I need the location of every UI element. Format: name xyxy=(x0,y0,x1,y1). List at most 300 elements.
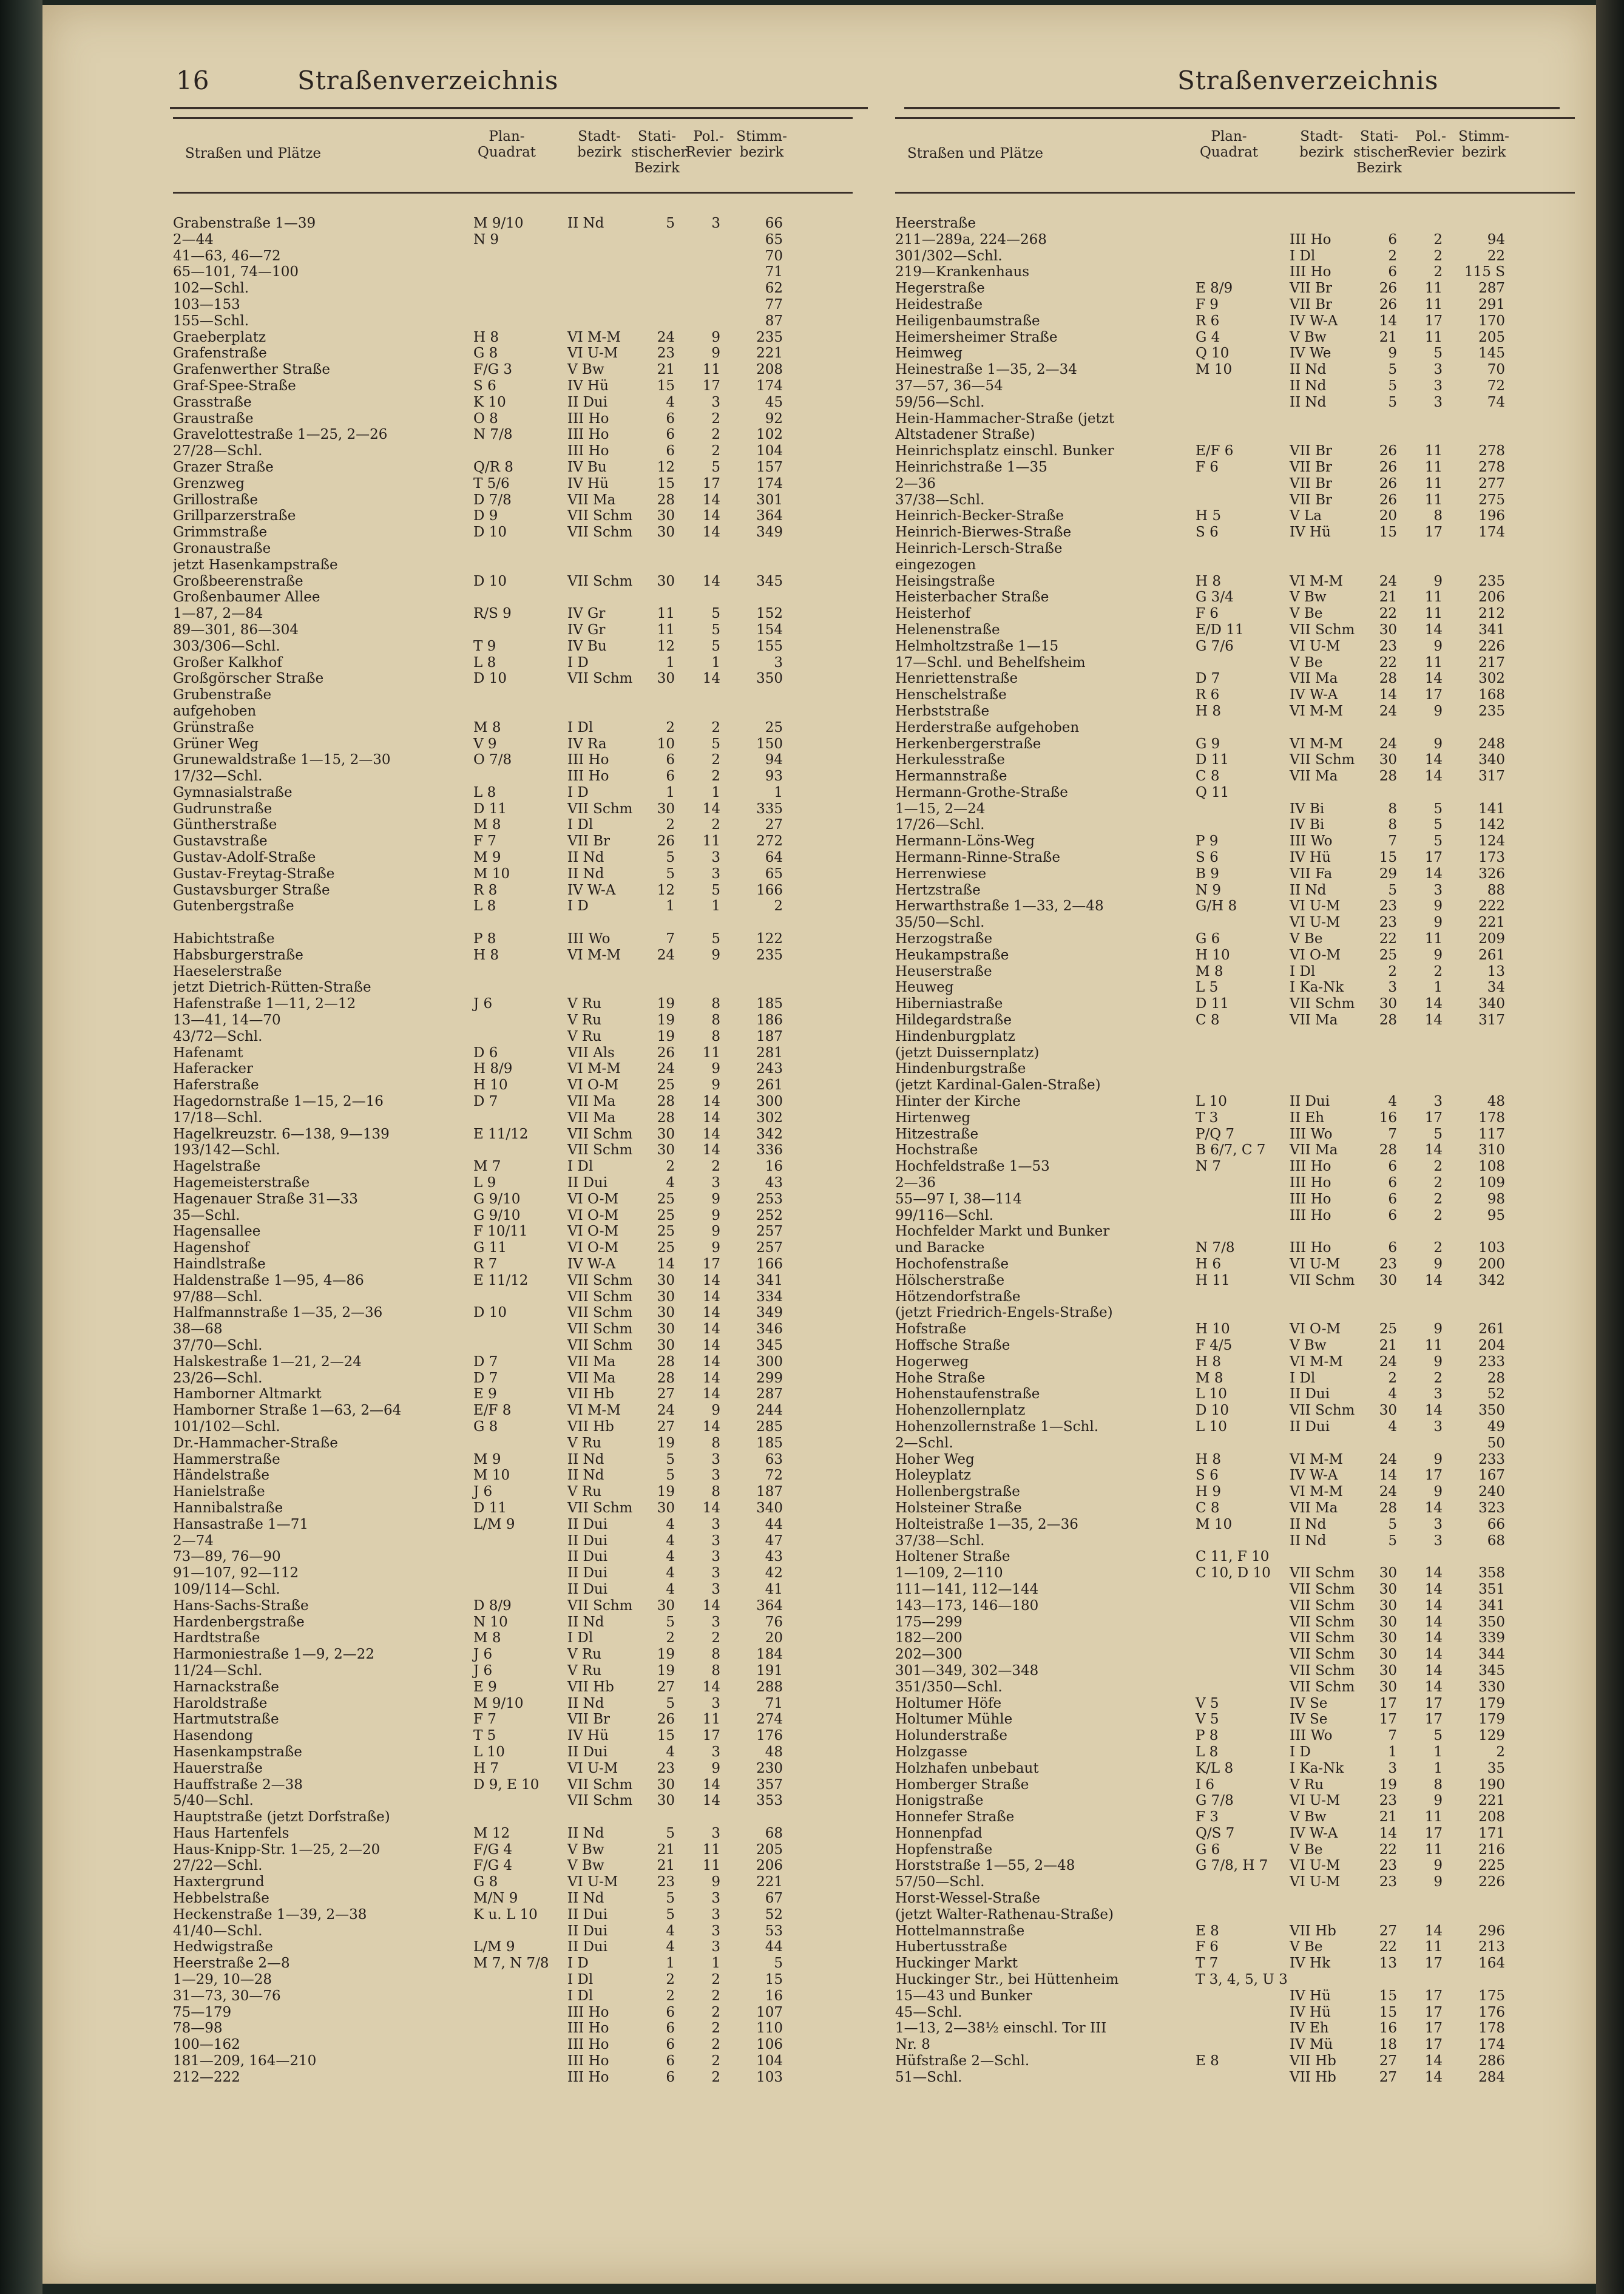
stat-bezirk: 1 xyxy=(666,784,675,800)
stat-bezirk: 14 xyxy=(1379,1825,1397,1841)
stimmbezirk: 253 xyxy=(756,1191,783,1207)
table-row xyxy=(895,622,1575,638)
street-name: 193/142—Schl. xyxy=(173,1142,280,1159)
stadtbezirk: III Ho xyxy=(1290,231,1331,248)
stimmbezirk: 141 xyxy=(1478,800,1505,817)
plan-quadrat: M 12 xyxy=(473,1825,510,1841)
stat-bezirk: 2 xyxy=(666,1159,675,1175)
street-name: Hötzendorfstraße xyxy=(895,1288,1021,1305)
stimmbezirk: 48 xyxy=(1487,1094,1505,1110)
table-row xyxy=(173,1045,853,1061)
plan-quadrat: M 9 xyxy=(473,1451,501,1467)
plan-quadrat: E/F 8 xyxy=(473,1402,512,1419)
plan-quadrat: M 10 xyxy=(473,865,510,882)
street-name: Halskestraße 1—21, 2—24 xyxy=(173,1353,362,1370)
stat-bezirk: 18 xyxy=(1379,2037,1397,2053)
plan-quadrat: D 7/8 xyxy=(473,492,512,508)
pol-revier: 9 xyxy=(711,1760,720,1776)
stat-bezirk: 5 xyxy=(666,865,675,882)
street-name: Hein-Hammacher-Straße (jetzt xyxy=(895,410,1115,427)
stadtbezirk: V Ru xyxy=(567,1484,602,1500)
stadtbezirk: VI U-M xyxy=(1290,1874,1341,1890)
street-name: 111—141, 112—144 xyxy=(895,1581,1039,1597)
running-title-left: Straßenverzeichnis xyxy=(297,66,559,95)
stat-bezirk: 27 xyxy=(1379,1923,1397,1939)
pol-revier: 14 xyxy=(702,1321,720,1338)
pol-revier: 8 xyxy=(711,1484,720,1500)
stadtbezirk: VI M-M xyxy=(1290,1353,1343,1370)
plan-quadrat: B 9 xyxy=(1196,865,1219,882)
table-row xyxy=(173,459,853,476)
stimmbezirk: 364 xyxy=(756,1597,783,1614)
table-row xyxy=(173,297,853,313)
stat-bezirk: 26 xyxy=(657,1711,675,1728)
pol-revier: 5 xyxy=(711,882,720,898)
street-name: Harnackstraße xyxy=(173,1679,279,1695)
stimmbezirk: 110 xyxy=(756,2020,783,2037)
stat-bezirk: 30 xyxy=(657,1793,675,1809)
plan-quadrat: H 9 xyxy=(1196,1484,1222,1500)
stat-bezirk: 30 xyxy=(657,1500,675,1516)
plan-quadrat: H 8 xyxy=(1196,1353,1222,1370)
stadtbezirk: IV Bi xyxy=(1290,817,1325,833)
table-row xyxy=(173,1711,853,1728)
table-row xyxy=(895,362,1575,378)
pol-revier: 2 xyxy=(1433,264,1443,280)
stimmbezirk: 257 xyxy=(756,1240,783,1256)
plan-quadrat: F/G 3 xyxy=(473,362,513,378)
street-name: 102—Schl. xyxy=(173,280,249,297)
plan-quadrat: M 10 xyxy=(1196,362,1233,378)
stimmbezirk: 108 xyxy=(1478,1159,1505,1175)
stimmbezirk: 34 xyxy=(1487,980,1505,996)
stimmbezirk: 22 xyxy=(1487,248,1505,264)
plan-quadrat: T 9 xyxy=(473,638,496,654)
street-name: 41—63, 46—72 xyxy=(173,248,281,264)
pol-revier: 11 xyxy=(1424,654,1443,671)
plan-quadrat: H 10 xyxy=(473,1077,508,1094)
stadtbezirk: VI U-M xyxy=(567,345,618,362)
street-name: Gustavsburger Straße xyxy=(173,882,330,898)
stadtbezirk: VI U-M xyxy=(1290,915,1341,931)
street-name: Hannibalstraße xyxy=(173,1500,283,1516)
table-row xyxy=(895,1744,1575,1761)
table-row xyxy=(173,768,853,785)
pol-revier: 14 xyxy=(1424,1646,1443,1663)
stadtbezirk: VII Br xyxy=(1290,296,1332,313)
stadtbezirk: II Nd xyxy=(1290,377,1327,394)
stat-bezirk: 4 xyxy=(666,394,675,410)
stadtbezirk: I Dl xyxy=(567,1988,594,2004)
plan-quadrat: H 6 xyxy=(1196,1256,1222,1272)
street-name: Hochstraße xyxy=(895,1142,978,1159)
plan-quadrat: J 6 xyxy=(473,996,493,1012)
header-plan: Plan- Quadrat xyxy=(477,129,536,160)
street-name: Heinrichstraße 1—35 xyxy=(895,459,1047,475)
stat-bezirk: 24 xyxy=(657,947,675,963)
stadtbezirk: VI M-M xyxy=(1290,736,1343,752)
street-name: Grillostraße xyxy=(173,492,259,508)
stimmbezirk: 206 xyxy=(1478,589,1505,606)
table-row xyxy=(173,1029,853,1045)
street-name: Holtumer Höfe xyxy=(895,1695,1002,1711)
stat-bezirk: 30 xyxy=(657,1272,675,1288)
street-name: 103—153 xyxy=(173,296,240,313)
street-name: 182—200 xyxy=(895,1630,963,1646)
stadtbezirk: VII Schm xyxy=(1290,1662,1355,1679)
stimmbezirk: 217 xyxy=(1478,654,1505,671)
plan-quadrat: E 8 xyxy=(1196,2053,1219,2069)
street-name: Honigstraße xyxy=(895,1793,984,1809)
pol-revier: 3 xyxy=(1433,882,1443,898)
table-row xyxy=(895,345,1575,362)
table-row xyxy=(895,508,1575,524)
street-name: Gymnasialstraße xyxy=(173,784,293,800)
stat-bezirk: 4 xyxy=(666,1175,675,1191)
pol-revier: 17 xyxy=(1424,1695,1443,1711)
stimmbezirk: 323 xyxy=(1478,1500,1505,1516)
stadtbezirk: II Dui xyxy=(567,1939,608,1955)
street-name: Haferstraße xyxy=(173,1077,259,1094)
plan-quadrat: D 9, E 10 xyxy=(473,1776,540,1793)
stimmbezirk: 122 xyxy=(756,931,783,947)
pol-revier: 14 xyxy=(702,508,720,524)
pol-revier: 8 xyxy=(711,1435,720,1451)
street-name: Hammerstraße xyxy=(173,1451,280,1467)
pol-revier: 14 xyxy=(702,1305,720,1321)
table-row xyxy=(173,964,853,980)
table-row xyxy=(173,557,853,574)
stimmbezirk: 252 xyxy=(756,1207,783,1223)
table-row xyxy=(173,508,853,524)
stimmbezirk: 174 xyxy=(756,475,783,492)
stimmbezirk: 226 xyxy=(1478,1874,1505,1890)
stat-bezirk: 30 xyxy=(1379,1630,1397,1646)
stimmbezirk: 244 xyxy=(756,1402,783,1419)
stadtbezirk: I Dl xyxy=(567,719,594,736)
street-name: Graeberplatz xyxy=(173,329,266,345)
stimmbezirk: 53 xyxy=(765,1923,783,1939)
stimmbezirk: 187 xyxy=(756,1028,783,1044)
stat-bezirk: 25 xyxy=(657,1207,675,1223)
table-row xyxy=(173,492,853,509)
plan-quadrat: M/N 9 xyxy=(473,1890,518,1907)
stimmbezirk: 330 xyxy=(1478,1679,1505,1695)
stadtbezirk: III Wo xyxy=(1290,1126,1333,1142)
street-name: Hermann-Löns-Weg xyxy=(895,833,1035,850)
stadtbezirk: VII Hb xyxy=(1290,1923,1336,1939)
table-row xyxy=(895,801,1575,817)
stat-bezirk: 25 xyxy=(657,1077,675,1094)
plan-quadrat: F 6 xyxy=(1196,1939,1219,1955)
pol-revier: 14 xyxy=(702,1272,720,1288)
stat-bezirk: 28 xyxy=(1379,768,1397,785)
stadtbezirk: VI U-M xyxy=(1290,1793,1341,1809)
plan-quadrat: H 8 xyxy=(1196,703,1222,719)
pol-revier: 11 xyxy=(702,362,720,378)
street-name: Hochofenstraße xyxy=(895,1256,1009,1272)
street-name: Heerstraße xyxy=(895,215,976,231)
table-row xyxy=(895,1354,1575,1370)
pol-revier: 3 xyxy=(711,1744,720,1760)
stadtbezirk: I Ka-Nk xyxy=(1290,980,1344,996)
stimmbezirk: 243 xyxy=(756,1061,783,1077)
street-name: Hartmutstraße xyxy=(173,1711,279,1728)
table-row xyxy=(173,1663,853,1679)
stimmbezirk: 157 xyxy=(756,459,783,475)
stat-bezirk: 19 xyxy=(657,1662,675,1679)
stimmbezirk: 357 xyxy=(756,1776,783,1793)
table-row xyxy=(895,459,1575,476)
stimmbezirk: 77 xyxy=(765,296,783,313)
stat-bezirk: 6 xyxy=(666,768,675,785)
stat-bezirk: 29 xyxy=(1379,865,1397,882)
stadtbezirk: II Nd xyxy=(1290,1516,1327,1532)
street-name: Haus Hartenfels xyxy=(173,1825,289,1841)
stimmbezirk: 216 xyxy=(1478,1841,1505,1858)
street-name: Hildegardstraße xyxy=(895,1012,1012,1029)
pol-revier: 11 xyxy=(1424,1841,1443,1858)
left-column xyxy=(173,117,853,2086)
street-name: Heuweg xyxy=(895,980,954,996)
table-row xyxy=(895,1370,1575,1387)
street-name: Hagelkreuzstr. 6—138, 9—139 xyxy=(173,1126,390,1142)
plan-quadrat: D 8/9 xyxy=(473,1597,512,1614)
stimmbezirk: 107 xyxy=(756,2004,783,2020)
street-name: 2—36 xyxy=(895,475,936,492)
stimmbezirk: 95 xyxy=(1487,1207,1505,1223)
table-row xyxy=(895,1646,1575,1663)
stadtbezirk: VI U-M xyxy=(1290,638,1341,654)
stat-bezirk: 4 xyxy=(666,1923,675,1939)
stat-bezirk: 5 xyxy=(666,1614,675,1630)
stadtbezirk: VI O-M xyxy=(567,1207,619,1223)
table-row xyxy=(173,1110,853,1126)
stadtbezirk: V Be xyxy=(1290,606,1323,622)
street-name: Henschelstraße xyxy=(895,687,1007,703)
stat-bezirk: 5 xyxy=(666,850,675,866)
street-name: Haldenstraße 1—95, 4—86 xyxy=(173,1272,364,1288)
stimmbezirk: 261 xyxy=(1478,1321,1505,1338)
stat-bezirk: 22 xyxy=(1379,931,1397,947)
pol-revier: 2 xyxy=(1433,248,1443,264)
stimmbezirk: 72 xyxy=(1487,377,1505,394)
stimmbezirk: 47 xyxy=(765,1532,783,1549)
street-name: 13—41, 14—70 xyxy=(173,1012,281,1029)
pol-revier: 3 xyxy=(711,1923,720,1939)
stat-bezirk: 5 xyxy=(1388,1516,1397,1532)
stadtbezirk: III Ho xyxy=(567,2004,609,2020)
stadtbezirk: II Nd xyxy=(567,1695,604,1711)
plan-quadrat: F 10/11 xyxy=(473,1223,528,1240)
stimmbezirk: 364 xyxy=(756,508,783,524)
stimmbezirk: 68 xyxy=(765,1825,783,1841)
street-name: Haus-Knipp-Str. 1—25, 2—20 xyxy=(173,1841,381,1858)
stimmbezirk: 208 xyxy=(1478,1809,1505,1825)
stat-bezirk: 19 xyxy=(657,1646,675,1663)
stat-bezirk: 4 xyxy=(666,1939,675,1955)
stadtbezirk: III Ho xyxy=(1290,1191,1331,1207)
table-row xyxy=(173,1338,853,1354)
stimmbezirk: 302 xyxy=(756,1109,783,1126)
stadtbezirk: VI M-M xyxy=(1290,1484,1343,1500)
street-name: Haroldstraße xyxy=(173,1695,268,1711)
stadtbezirk: VII Br xyxy=(567,833,610,850)
pol-revier: 17 xyxy=(1424,1955,1443,1972)
plan-quadrat: D 11 xyxy=(1196,996,1230,1012)
plan-quadrat: F 6 xyxy=(1196,459,1219,475)
pol-revier: 2 xyxy=(711,719,720,736)
table-row xyxy=(173,1061,853,1077)
table-row xyxy=(895,2053,1575,2069)
table-row xyxy=(895,2037,1575,2053)
stat-bezirk: 2 xyxy=(1388,1370,1397,1386)
street-name: Hüfstraße 2—Schl. xyxy=(895,2053,1030,2069)
stimmbezirk: 204 xyxy=(1478,1337,1505,1353)
stimmbezirk: 171 xyxy=(1478,1825,1505,1841)
street-name: Hitzestraße xyxy=(895,1126,979,1142)
stimmbezirk: 174 xyxy=(1478,524,1505,541)
street-name: Hagelstraße xyxy=(173,1159,261,1175)
table-row xyxy=(173,541,853,557)
table-row xyxy=(173,443,853,459)
street-name: 1—13, 2—38½ einschl. Tor III xyxy=(895,2020,1107,2037)
stimmbezirk: 341 xyxy=(756,1272,783,1288)
pol-revier: 14 xyxy=(702,1679,720,1695)
table-row xyxy=(173,1273,853,1289)
street-name: Güntherstraße xyxy=(173,817,277,833)
stimmbezirk: 20 xyxy=(765,1630,783,1646)
stimmbezirk: 103 xyxy=(1478,1240,1505,1256)
pol-revier: 17 xyxy=(1424,687,1443,703)
street-name: 23/26—Schl. xyxy=(173,1370,263,1386)
street-name: 78—98 xyxy=(173,2020,223,2037)
stimmbezirk: 235 xyxy=(1478,573,1505,589)
pol-revier: 3 xyxy=(1433,362,1443,378)
street-name: 37/38—Schl. xyxy=(895,1532,985,1549)
street-name: Holzhafen unbebaut xyxy=(895,1760,1039,1776)
stat-bezirk: 24 xyxy=(657,329,675,345)
street-name: Hindenburgstraße xyxy=(895,1061,1026,1077)
pol-revier: 17 xyxy=(1424,1988,1443,2004)
street-name: 37/70—Schl. xyxy=(173,1337,263,1353)
table-row xyxy=(173,1419,853,1435)
page-edge xyxy=(1596,0,1624,2294)
stadtbezirk: III Ho xyxy=(567,2053,609,2069)
stimmbezirk: 166 xyxy=(756,882,783,898)
pol-revier: 2 xyxy=(711,817,720,833)
pol-revier: 3 xyxy=(711,1516,720,1532)
stat-bezirk: 30 xyxy=(657,1776,675,1793)
stat-bezirk: 5 xyxy=(1388,1532,1397,1549)
stadtbezirk: II Nd xyxy=(1290,1532,1327,1549)
pol-revier: 11 xyxy=(702,833,720,850)
stadtbezirk: V Ru xyxy=(1290,1776,1324,1793)
pol-revier: 2 xyxy=(1433,1370,1443,1386)
stadtbezirk: VII Schm xyxy=(567,671,633,687)
pol-revier: 2 xyxy=(711,1630,720,1646)
street-name: 15—43 und Bunker xyxy=(895,1988,1032,2004)
street-name: aufgehoben xyxy=(173,703,257,719)
plan-quadrat: M 7 xyxy=(473,1159,501,1175)
stadtbezirk: I Dl xyxy=(1290,963,1316,980)
stat-bezirk: 30 xyxy=(1379,1646,1397,1663)
plan-quadrat: M 8 xyxy=(473,1630,501,1646)
table-row xyxy=(895,752,1575,768)
pol-revier: 5 xyxy=(711,621,720,638)
stadtbezirk: VII Br xyxy=(567,1711,610,1728)
pol-revier: 11 xyxy=(1424,492,1443,508)
stadtbezirk: II Dui xyxy=(567,1923,608,1939)
stadtbezirk: VII Schm xyxy=(567,1142,633,1159)
stat-bezirk: 28 xyxy=(657,1109,675,1126)
stat-bezirk: 24 xyxy=(1379,1484,1397,1500)
street-name: Heidestraße xyxy=(895,296,983,313)
table-row xyxy=(173,1565,853,1582)
table-row xyxy=(895,866,1575,882)
stimmbezirk: 16 xyxy=(765,1988,783,2004)
stat-bezirk: 6 xyxy=(1388,231,1397,248)
stimmbezirk: 300 xyxy=(756,1353,783,1370)
plan-quadrat: G 7/8 xyxy=(1196,1793,1234,1809)
stimmbezirk: 175 xyxy=(1478,1988,1505,2004)
stadtbezirk: IV Hü xyxy=(1290,850,1331,866)
table-row xyxy=(895,1126,1575,1143)
table-row xyxy=(895,1533,1575,1549)
stadtbezirk: V Be xyxy=(1290,1841,1323,1858)
pol-revier: 17 xyxy=(1424,313,1443,329)
plan-quadrat: K u. L 10 xyxy=(473,1906,538,1923)
book-spine xyxy=(0,0,42,2294)
stimmbezirk: 49 xyxy=(1487,1418,1505,1435)
table-row xyxy=(895,703,1575,720)
stat-bezirk: 1 xyxy=(1388,1744,1397,1760)
pol-revier: 14 xyxy=(702,800,720,817)
plan-quadrat: P 8 xyxy=(473,931,496,947)
stadtbezirk: II Nd xyxy=(1290,394,1327,410)
stimmbezirk: 178 xyxy=(1478,2020,1505,2037)
stadtbezirk: V Ru xyxy=(567,1662,602,1679)
stat-bezirk: 4 xyxy=(1388,1094,1397,1110)
stimmbezirk: 190 xyxy=(1478,1776,1505,1793)
stimmbezirk: 1 xyxy=(774,784,783,800)
table-row xyxy=(895,1240,1575,1256)
table-row xyxy=(173,622,853,638)
pol-revier: 9 xyxy=(711,329,720,345)
street-name: Hogerweg xyxy=(895,1353,969,1370)
table-row xyxy=(895,1549,1575,1565)
plan-quadrat: E 8/9 xyxy=(1196,280,1233,297)
stat-bezirk: 19 xyxy=(657,1435,675,1451)
plan-quadrat: D 11 xyxy=(473,1500,507,1516)
table-row xyxy=(173,264,853,280)
stat-bezirk: 6 xyxy=(666,410,675,427)
table-row xyxy=(895,1338,1575,1354)
stimmbezirk: 71 xyxy=(765,264,783,280)
street-name: Hiberniastraße xyxy=(895,996,1003,1012)
table-row xyxy=(173,980,853,996)
stadtbezirk: III Ho xyxy=(567,2069,609,2085)
pol-revier: 14 xyxy=(1424,1500,1443,1516)
pol-revier: 3 xyxy=(1433,1532,1443,1549)
stimmbezirk: 287 xyxy=(756,1386,783,1402)
street-name: Grabenstraße 1—39 xyxy=(173,215,316,231)
stimmbezirk: 109 xyxy=(1478,1175,1505,1191)
pol-revier: 2 xyxy=(711,2053,720,2069)
pol-revier: 3 xyxy=(1433,1516,1443,1532)
stimmbezirk: 350 xyxy=(756,671,783,687)
table-row xyxy=(173,1370,853,1387)
